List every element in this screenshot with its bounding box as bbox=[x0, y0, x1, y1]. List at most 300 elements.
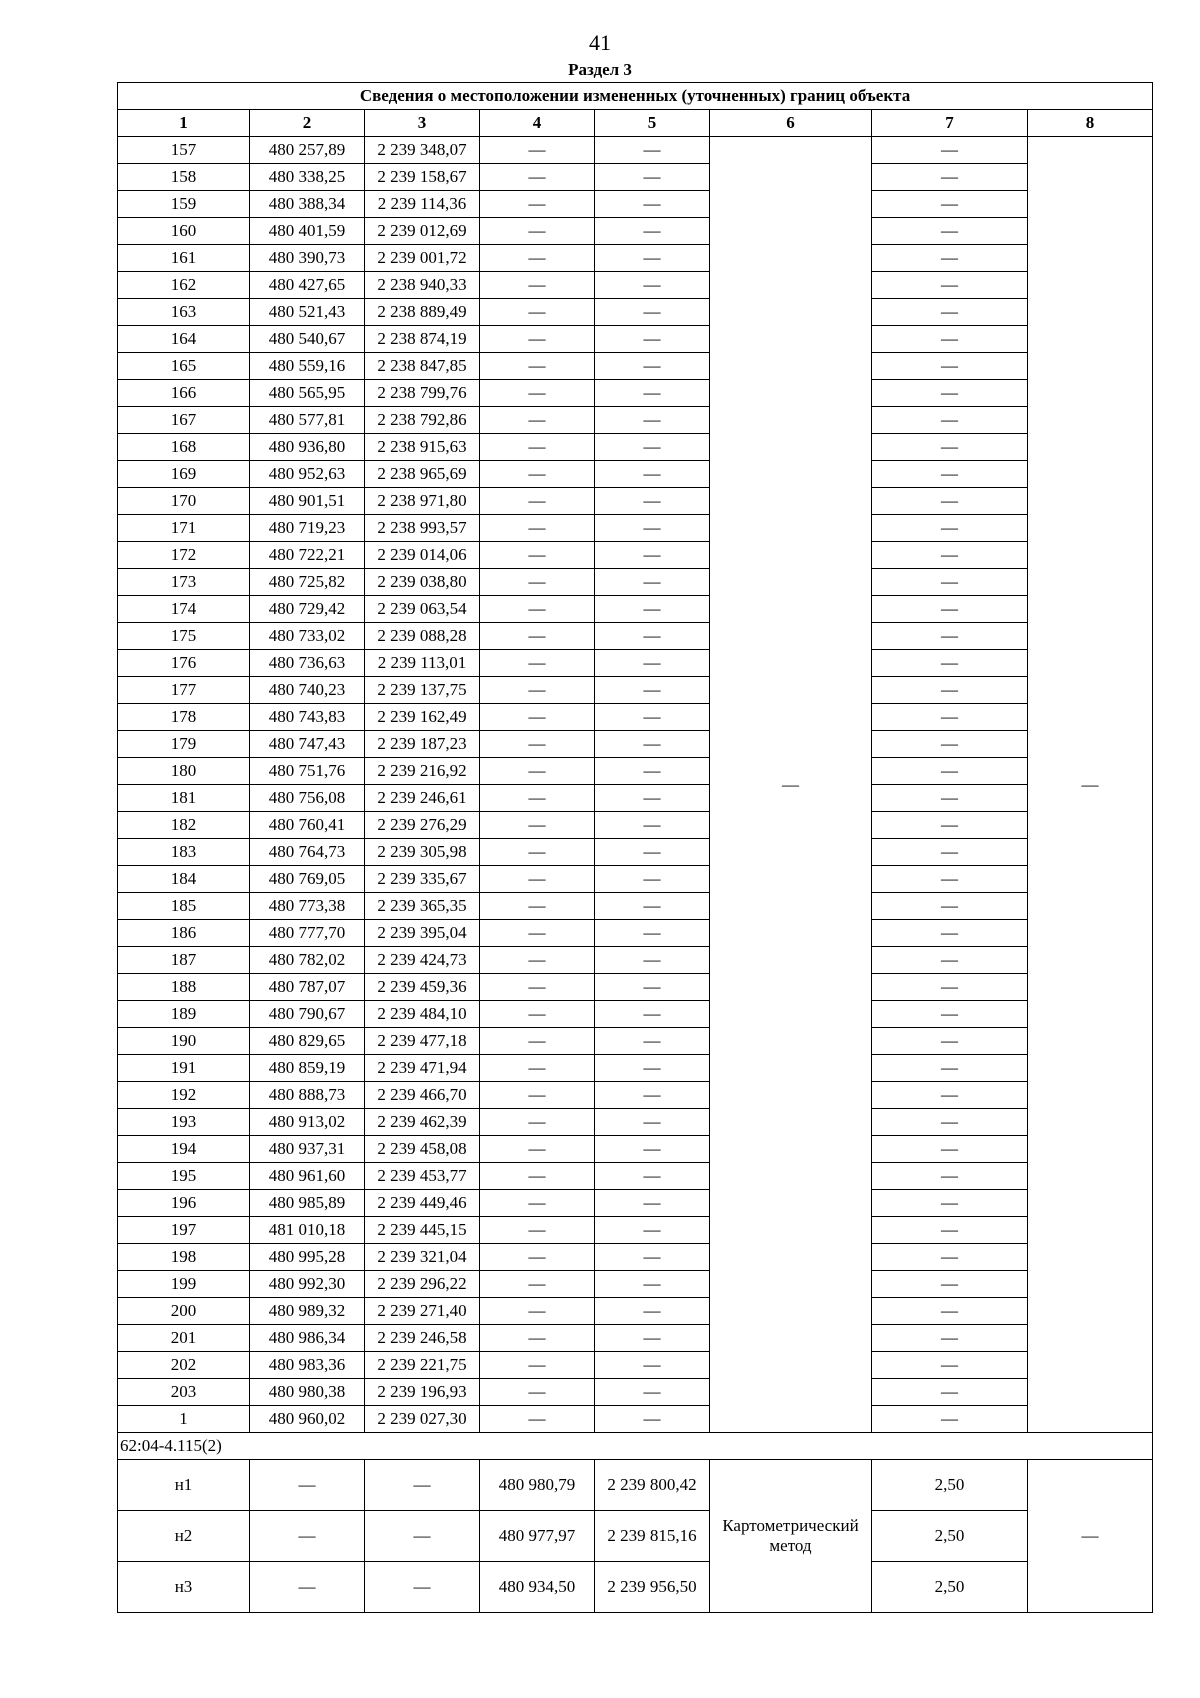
coord-y: 2 239 246,61 bbox=[365, 785, 480, 812]
point-number: 184 bbox=[118, 866, 250, 893]
new-x: — bbox=[480, 299, 595, 326]
point-number: 159 bbox=[118, 191, 250, 218]
point-number: 190 bbox=[118, 1028, 250, 1055]
coord-x: 480 829,65 bbox=[250, 1028, 365, 1055]
coord-y: 2 238 965,69 bbox=[365, 461, 480, 488]
point-number: 202 bbox=[118, 1352, 250, 1379]
new-x: — bbox=[480, 1055, 595, 1082]
new-x: — bbox=[480, 1190, 595, 1217]
new-x: — bbox=[480, 731, 595, 758]
coord-x: 480 901,51 bbox=[250, 488, 365, 515]
accuracy: 2,50 bbox=[872, 1511, 1028, 1562]
coord-x: 480 952,63 bbox=[250, 461, 365, 488]
new-y: — bbox=[595, 569, 710, 596]
column-header: 8 bbox=[1028, 110, 1153, 137]
coord-y: 2 239 462,39 bbox=[365, 1109, 480, 1136]
table-row bbox=[118, 1460, 1153, 1511]
new-y: — bbox=[595, 245, 710, 272]
point-number: 171 bbox=[118, 515, 250, 542]
new-y: — bbox=[595, 920, 710, 947]
new-x: — bbox=[480, 380, 595, 407]
point-number: 183 bbox=[118, 839, 250, 866]
coord-x: 480 960,02 bbox=[250, 1406, 365, 1433]
point-number: 187 bbox=[118, 947, 250, 974]
coord-x: 480 725,82 bbox=[250, 569, 365, 596]
accuracy: — bbox=[872, 1271, 1028, 1298]
coord-y: 2 239 484,10 bbox=[365, 1001, 480, 1028]
accuracy: — bbox=[872, 218, 1028, 245]
coord-y: 2 239 321,04 bbox=[365, 1244, 480, 1271]
parcel-label-row bbox=[118, 1433, 1153, 1460]
coord-y: 2 239 296,22 bbox=[365, 1271, 480, 1298]
table-row bbox=[118, 1511, 1153, 1562]
new-y: — bbox=[595, 623, 710, 650]
coord-y: 2 239 216,92 bbox=[365, 758, 480, 785]
coord-x: — bbox=[250, 1562, 365, 1613]
page-number: 41 bbox=[589, 30, 611, 55]
accuracy: — bbox=[872, 164, 1028, 191]
coord-y: 2 239 365,35 bbox=[365, 893, 480, 920]
coord-x: 480 390,73 bbox=[250, 245, 365, 272]
point-number: 189 bbox=[118, 1001, 250, 1028]
coord-y: 2 239 305,98 bbox=[365, 839, 480, 866]
point-number: 160 bbox=[118, 218, 250, 245]
accuracy: — bbox=[872, 596, 1028, 623]
new-y: — bbox=[595, 1271, 710, 1298]
coord-y: 2 239 113,01 bbox=[365, 650, 480, 677]
coord-y: 2 239 459,36 bbox=[365, 974, 480, 1001]
table-row bbox=[118, 407, 1153, 434]
coord-y: 2 239 449,46 bbox=[365, 1190, 480, 1217]
point-number: 182 bbox=[118, 812, 250, 839]
point-number: н3 bbox=[118, 1562, 250, 1613]
accuracy: — bbox=[872, 1379, 1028, 1406]
coord-x: 480 719,23 bbox=[250, 515, 365, 542]
accuracy: — bbox=[872, 137, 1028, 164]
new-x: — bbox=[480, 137, 595, 164]
table-row bbox=[118, 1271, 1153, 1298]
table-row bbox=[118, 542, 1153, 569]
point-number: 175 bbox=[118, 623, 250, 650]
table-row bbox=[118, 1217, 1153, 1244]
new-x: — bbox=[480, 893, 595, 920]
coord-y: 2 239 335,67 bbox=[365, 866, 480, 893]
accuracy: — bbox=[872, 326, 1028, 353]
point-number: 176 bbox=[118, 650, 250, 677]
coord-y: 2 239 453,77 bbox=[365, 1163, 480, 1190]
new-y: — bbox=[595, 542, 710, 569]
table-row bbox=[118, 1406, 1153, 1433]
table-row bbox=[118, 1163, 1153, 1190]
accuracy: — bbox=[872, 380, 1028, 407]
coord-y: — bbox=[365, 1511, 480, 1562]
coord-y: 2 239 348,07 bbox=[365, 137, 480, 164]
coord-y: 2 239 137,75 bbox=[365, 677, 480, 704]
section-title: Раздел 3 bbox=[568, 60, 632, 79]
coord-y: 2 239 027,30 bbox=[365, 1406, 480, 1433]
point-number: 180 bbox=[118, 758, 250, 785]
table-caption-row bbox=[118, 83, 1153, 110]
coord-y: 2 238 847,85 bbox=[365, 353, 480, 380]
coord-y: — bbox=[365, 1460, 480, 1511]
coord-x: 480 936,80 bbox=[250, 434, 365, 461]
point-number: 200 bbox=[118, 1298, 250, 1325]
new-x: — bbox=[480, 1325, 595, 1352]
new-y: — bbox=[595, 191, 710, 218]
point-number: 161 bbox=[118, 245, 250, 272]
new-y: — bbox=[595, 812, 710, 839]
accuracy: — bbox=[872, 245, 1028, 272]
new-y: — bbox=[595, 785, 710, 812]
coord-x: 480 790,67 bbox=[250, 1001, 365, 1028]
new-x: — bbox=[480, 1217, 595, 1244]
new-y: — bbox=[595, 461, 710, 488]
new-x: 480 977,97 bbox=[480, 1511, 595, 1562]
table-row bbox=[118, 461, 1153, 488]
table-row bbox=[118, 353, 1153, 380]
coord-x: 480 989,32 bbox=[250, 1298, 365, 1325]
point-number: 162 bbox=[118, 272, 250, 299]
new-x: — bbox=[480, 974, 595, 1001]
new-x: — bbox=[480, 1244, 595, 1271]
new-y: — bbox=[595, 1001, 710, 1028]
new-y: — bbox=[595, 488, 710, 515]
new-x: — bbox=[480, 866, 595, 893]
accuracy: — bbox=[872, 866, 1028, 893]
table-row bbox=[118, 569, 1153, 596]
coord-x: 480 338,25 bbox=[250, 164, 365, 191]
point-number: 186 bbox=[118, 920, 250, 947]
new-x: — bbox=[480, 542, 595, 569]
accuracy: — bbox=[872, 1028, 1028, 1055]
table-row bbox=[118, 920, 1153, 947]
table-row bbox=[118, 380, 1153, 407]
table-row bbox=[118, 299, 1153, 326]
new-x: — bbox=[480, 569, 595, 596]
coord-x: 480 787,07 bbox=[250, 974, 365, 1001]
new-y: — bbox=[595, 974, 710, 1001]
table-row bbox=[118, 1562, 1153, 1613]
accuracy: — bbox=[872, 623, 1028, 650]
coord-y: 2 239 014,06 bbox=[365, 542, 480, 569]
accuracy: — bbox=[872, 1001, 1028, 1028]
accuracy: — bbox=[872, 1055, 1028, 1082]
coord-x: 480 985,89 bbox=[250, 1190, 365, 1217]
point-number: 194 bbox=[118, 1136, 250, 1163]
coord-x: 480 859,19 bbox=[250, 1055, 365, 1082]
coord-y: 2 238 915,63 bbox=[365, 434, 480, 461]
new-y: — bbox=[595, 1190, 710, 1217]
coord-x: 480 427,65 bbox=[250, 272, 365, 299]
coord-x: 480 986,34 bbox=[250, 1325, 365, 1352]
coord-x: 480 722,21 bbox=[250, 542, 365, 569]
coord-y: 2 239 196,93 bbox=[365, 1379, 480, 1406]
new-x: — bbox=[480, 326, 595, 353]
new-x: — bbox=[480, 947, 595, 974]
coord-x: 480 980,38 bbox=[250, 1379, 365, 1406]
table-row bbox=[118, 1055, 1153, 1082]
new-x: — bbox=[480, 488, 595, 515]
new-y: 2 239 815,16 bbox=[595, 1511, 710, 1562]
table-row bbox=[118, 1001, 1153, 1028]
coord-x: 480 760,41 bbox=[250, 812, 365, 839]
accuracy: — bbox=[872, 1109, 1028, 1136]
coord-y: 2 238 799,76 bbox=[365, 380, 480, 407]
table-row bbox=[118, 272, 1153, 299]
new-x: 480 934,50 bbox=[480, 1562, 595, 1613]
table-header-row bbox=[118, 110, 1153, 137]
point-number: 173 bbox=[118, 569, 250, 596]
point-number: 172 bbox=[118, 542, 250, 569]
table-row bbox=[118, 893, 1153, 920]
new-y: — bbox=[595, 1379, 710, 1406]
accuracy: — bbox=[872, 704, 1028, 731]
table-row bbox=[118, 758, 1153, 785]
table-row bbox=[118, 1325, 1153, 1352]
point-number: н1 bbox=[118, 1460, 250, 1511]
table-row bbox=[118, 1352, 1153, 1379]
new-x: — bbox=[480, 1379, 595, 1406]
table-row bbox=[118, 137, 1153, 164]
table-row bbox=[118, 812, 1153, 839]
point-number: 181 bbox=[118, 785, 250, 812]
coord-y: 2 239 276,29 bbox=[365, 812, 480, 839]
coord-x: 480 769,05 bbox=[250, 866, 365, 893]
table-row bbox=[118, 839, 1153, 866]
table-row bbox=[118, 596, 1153, 623]
coord-y: 2 239 114,36 bbox=[365, 191, 480, 218]
coord-x: 480 777,70 bbox=[250, 920, 365, 947]
new-x: — bbox=[480, 272, 595, 299]
column-header: 5 bbox=[595, 110, 710, 137]
point-number: 168 bbox=[118, 434, 250, 461]
accuracy: — bbox=[872, 1217, 1028, 1244]
column-header: 6 bbox=[710, 110, 872, 137]
accuracy: — bbox=[872, 542, 1028, 569]
new-y: — bbox=[595, 731, 710, 758]
accuracy: — bbox=[872, 893, 1028, 920]
table-row bbox=[118, 515, 1153, 542]
coord-y: 2 239 477,18 bbox=[365, 1028, 480, 1055]
coord-y: 2 239 221,75 bbox=[365, 1352, 480, 1379]
accuracy: — bbox=[872, 974, 1028, 1001]
new-y: — bbox=[595, 515, 710, 542]
point-number: 177 bbox=[118, 677, 250, 704]
point-number: 193 bbox=[118, 1109, 250, 1136]
accuracy: 2,50 bbox=[872, 1562, 1028, 1613]
accuracy: — bbox=[872, 191, 1028, 218]
coord-x: 480 995,28 bbox=[250, 1244, 365, 1271]
coord-y: 2 238 889,49 bbox=[365, 299, 480, 326]
accuracy: — bbox=[872, 488, 1028, 515]
coord-x: 480 540,67 bbox=[250, 326, 365, 353]
new-x: — bbox=[480, 839, 595, 866]
column-header: 1 bbox=[118, 110, 250, 137]
point-number: 167 bbox=[118, 407, 250, 434]
table-row bbox=[118, 434, 1153, 461]
table-row bbox=[118, 1244, 1153, 1271]
coord-y: 2 239 001,72 bbox=[365, 245, 480, 272]
coord-y: 2 239 246,58 bbox=[365, 1325, 480, 1352]
new-x: — bbox=[480, 191, 595, 218]
coord-x: 480 388,34 bbox=[250, 191, 365, 218]
point-number: н2 bbox=[118, 1511, 250, 1562]
coord-x: 480 756,08 bbox=[250, 785, 365, 812]
accuracy: — bbox=[872, 1244, 1028, 1271]
point-number: 158 bbox=[118, 164, 250, 191]
coord-x: 480 733,02 bbox=[250, 623, 365, 650]
point-number: 170 bbox=[118, 488, 250, 515]
accuracy: — bbox=[872, 1298, 1028, 1325]
accuracy: — bbox=[872, 515, 1028, 542]
new-x: — bbox=[480, 596, 595, 623]
table-row bbox=[118, 191, 1153, 218]
new-x: — bbox=[480, 245, 595, 272]
accuracy: — bbox=[872, 299, 1028, 326]
point-number: 178 bbox=[118, 704, 250, 731]
coord-y: — bbox=[365, 1562, 480, 1613]
new-y: — bbox=[595, 1109, 710, 1136]
new-y: — bbox=[595, 677, 710, 704]
table-row bbox=[118, 623, 1153, 650]
accuracy: — bbox=[872, 1136, 1028, 1163]
point-number: 195 bbox=[118, 1163, 250, 1190]
accuracy: — bbox=[872, 1325, 1028, 1352]
table-row bbox=[118, 1136, 1153, 1163]
table-row bbox=[118, 488, 1153, 515]
new-x: — bbox=[480, 1352, 595, 1379]
point-number: 174 bbox=[118, 596, 250, 623]
new-y: — bbox=[595, 299, 710, 326]
new-y: — bbox=[595, 353, 710, 380]
coord-y: 2 239 063,54 bbox=[365, 596, 480, 623]
table-row bbox=[118, 731, 1153, 758]
coord-x: 480 559,16 bbox=[250, 353, 365, 380]
new-x: — bbox=[480, 353, 595, 380]
coord-x: — bbox=[250, 1460, 365, 1511]
accuracy: — bbox=[872, 812, 1028, 839]
point-number: 185 bbox=[118, 893, 250, 920]
new-y: — bbox=[595, 1244, 710, 1271]
new-x: — bbox=[480, 1163, 595, 1190]
new-x: — bbox=[480, 434, 595, 461]
coord-x: 480 764,73 bbox=[250, 839, 365, 866]
new-x: — bbox=[480, 407, 595, 434]
table-row bbox=[118, 704, 1153, 731]
table-row bbox=[118, 974, 1153, 1001]
accuracy: — bbox=[872, 272, 1028, 299]
point-number: 165 bbox=[118, 353, 250, 380]
coord-x: 480 743,83 bbox=[250, 704, 365, 731]
coord-x: 480 773,38 bbox=[250, 893, 365, 920]
new-x: — bbox=[480, 1082, 595, 1109]
accuracy: — bbox=[872, 407, 1028, 434]
new-x: — bbox=[480, 1001, 595, 1028]
coord-y: 2 238 940,33 bbox=[365, 272, 480, 299]
coord-x: 480 736,63 bbox=[250, 650, 365, 677]
coord-y: 2 239 088,28 bbox=[365, 623, 480, 650]
point-number: 169 bbox=[118, 461, 250, 488]
table-row bbox=[118, 1109, 1153, 1136]
coord-y: 2 239 162,49 bbox=[365, 704, 480, 731]
note-cell: — bbox=[1028, 137, 1153, 1433]
note-cell: — bbox=[1028, 1460, 1153, 1613]
coord-x: 481 010,18 bbox=[250, 1217, 365, 1244]
new-x: — bbox=[480, 623, 595, 650]
table-row bbox=[118, 245, 1153, 272]
coord-x: 480 937,31 bbox=[250, 1136, 365, 1163]
coord-x: 480 257,89 bbox=[250, 137, 365, 164]
new-x: — bbox=[480, 650, 595, 677]
table-row bbox=[118, 650, 1153, 677]
point-number: 179 bbox=[118, 731, 250, 758]
accuracy: — bbox=[872, 1406, 1028, 1433]
new-y: — bbox=[595, 434, 710, 461]
point-number: 191 bbox=[118, 1055, 250, 1082]
accuracy: — bbox=[872, 569, 1028, 596]
new-y: — bbox=[595, 1217, 710, 1244]
accuracy: — bbox=[872, 731, 1028, 758]
new-x: — bbox=[480, 704, 595, 731]
new-x: — bbox=[480, 1271, 595, 1298]
coord-y: 2 238 971,80 bbox=[365, 488, 480, 515]
new-y: — bbox=[595, 1325, 710, 1352]
point-number: 192 bbox=[118, 1082, 250, 1109]
new-x: — bbox=[480, 461, 595, 488]
table-row bbox=[118, 164, 1153, 191]
coord-y: 2 239 012,69 bbox=[365, 218, 480, 245]
table-row bbox=[118, 1379, 1153, 1406]
point-number: 203 bbox=[118, 1379, 250, 1406]
table-row bbox=[118, 218, 1153, 245]
new-y: — bbox=[595, 218, 710, 245]
new-y: — bbox=[595, 1163, 710, 1190]
new-x: — bbox=[480, 920, 595, 947]
new-x: — bbox=[480, 1109, 595, 1136]
coord-y: 2 239 271,40 bbox=[365, 1298, 480, 1325]
coord-y: 2 238 874,19 bbox=[365, 326, 480, 353]
table-row bbox=[118, 947, 1153, 974]
new-y: — bbox=[595, 839, 710, 866]
coord-y: 2 239 471,94 bbox=[365, 1055, 480, 1082]
table-row bbox=[118, 1028, 1153, 1055]
new-y: — bbox=[595, 866, 710, 893]
new-x: — bbox=[480, 1028, 595, 1055]
table-row bbox=[118, 785, 1153, 812]
accuracy: — bbox=[872, 1352, 1028, 1379]
new-x: — bbox=[480, 785, 595, 812]
point-number: 166 bbox=[118, 380, 250, 407]
table-row bbox=[118, 326, 1153, 353]
coord-x: 480 751,76 bbox=[250, 758, 365, 785]
accuracy: — bbox=[872, 650, 1028, 677]
accuracy: — bbox=[872, 947, 1028, 974]
table-row bbox=[118, 1298, 1153, 1325]
table-row bbox=[118, 1082, 1153, 1109]
coord-y: 2 239 458,08 bbox=[365, 1136, 480, 1163]
new-x: — bbox=[480, 164, 595, 191]
coord-y: 2 238 792,86 bbox=[365, 407, 480, 434]
coord-y: 2 239 395,04 bbox=[365, 920, 480, 947]
new-y: — bbox=[595, 1136, 710, 1163]
accuracy: — bbox=[872, 434, 1028, 461]
table-row bbox=[118, 677, 1153, 704]
new-y: — bbox=[595, 1028, 710, 1055]
new-y: — bbox=[595, 272, 710, 299]
column-header: 2 bbox=[250, 110, 365, 137]
new-y: 2 239 956,50 bbox=[595, 1562, 710, 1613]
coord-x: 480 577,81 bbox=[250, 407, 365, 434]
